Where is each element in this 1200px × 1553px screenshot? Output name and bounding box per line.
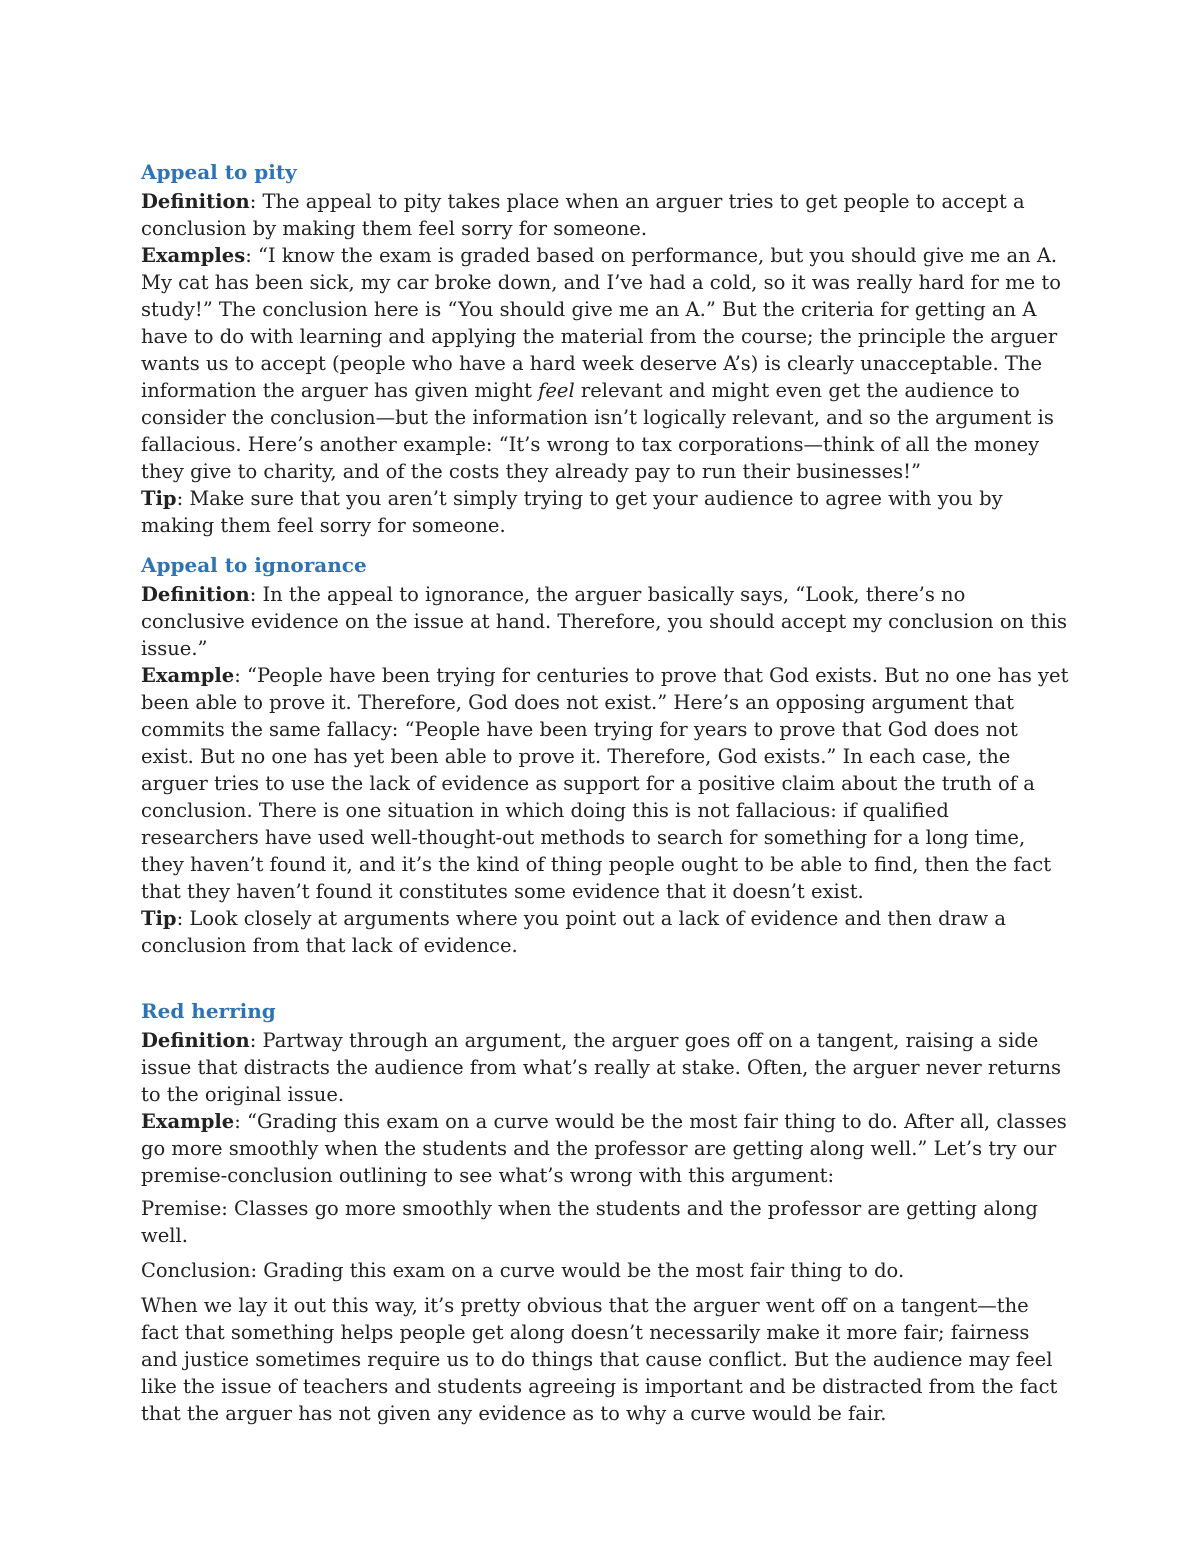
section-heading: Red herring [141,999,276,1023]
section-appeal-to-pity [141,158,1071,539]
definition-paragraph [141,188,1071,242]
definition-label: Definition [141,1029,250,1052]
tip-text: : Make sure that you aren’t simply trying to get your audience to agree with you by making them feel sorry for someone. [141,487,1003,537]
tip-paragraph [141,905,1071,959]
example-emphasis: feel [538,379,575,402]
section-heading: Appeal to pity [141,160,297,184]
definition-text: : The appeal to pity takes place when an arguer tries to get people to accept a conclusion by making them feel sorry for someone. [141,190,1025,240]
example-paragraph [141,242,1071,485]
example-text-continued: relevant and might even get the audience to consider the conclusion—but the information isn’t logically relevant, and so the argument is fallacious. Here’s another example: “It’s wrong to tax corporations—think of all the money they give to charity, and of the costs they already pay to run their businesses!” [141,379,1054,483]
tip-text: : Look closely at arguments where you point out a lack of evidence and then draw a conclusion from that lack of evidence. [141,907,1007,957]
definition-label: Definition [141,190,250,213]
section-spacer [141,959,1071,997]
example-text: : “I know the exam is graded based on performance, but you should give me an A. My cat has been sick, my car broke down, and I’ve had a cold, so it was really hard for me to study!” The conclusion here is “You should give me an A.” But the criteria for getting an A have to do with learning and applying the material from the course; the principle the arguer wants us to accept (people who have a hard week deserve A’s) is clearly unacceptable. The information the arguer has given might [141,244,1061,402]
section-spacer [141,539,1071,551]
definition-text: : In the appeal to ignorance, the arguer basically says, “Look, there’s no conclusive evidence on the issue at hand. Therefore, you should accept my conclusion on this issue.” [141,583,1067,660]
example-paragraph [141,1108,1071,1189]
example-text: : “People have been trying for centuries to prove that God exists. But no one has yet been able to prove it. Therefore, God does not exist.” Here’s an opposing argument that commits the same fallacy: “People have been trying for years to prove that God does not exist. But no one has yet been able to prove it. Therefore, God exists.” In each case, the arguer tries to use the lack of evidence as support for a positive claim about the truth of a conclusion. There is one situation in which doing this is not fallacious: if qualified researchers have used well-thought-out methods to search for something for a long time, they haven’t found it, and it’s the kind of thing people ought to be able to find, then the fact that they haven’t found it constitutes some evidence that it doesn’t exist. [141,664,1069,903]
closing-paragraph: When we lay it out this way, it’s pretty obvious that the arguer went off on a tangent—the fact that something helps people get along doesn’t necessarily make it more fair; fairness and justice sometimes require us to do things that cause conflict. But the audience may feel like the issue of teachers and students agreeing is important and be distracted from the fact that the arguer has not given any evidence as to why a curve would be fair. [141,1294,1058,1425]
conclusion-paragraph: Conclusion: Grading this exam on a curve would be the most fair thing to do. [141,1259,905,1282]
example-label: Example [141,1110,235,1133]
document-page [141,158,1071,1427]
section-appeal-to-ignorance [141,551,1071,959]
definition-label: Definition [141,583,250,606]
section-red-herring [141,997,1071,1427]
definition-paragraph [141,581,1071,662]
example-label: Examples [141,244,246,267]
tip-paragraph [141,485,1071,539]
tip-label: Tip [141,907,177,930]
section-heading: Appeal to ignorance [141,553,367,577]
tip-label: Tip [141,487,177,510]
definition-paragraph [141,1027,1071,1108]
definition-text: : Partway through an argument, the arguer goes off on a tangent, raising a side issue that distracts the audience from what’s really at stake. Often, the arguer never returns to the original issue. [141,1029,1062,1106]
premise-paragraph: Premise: Classes go more smoothly when the students and the professor are getting along well. [141,1197,1038,1247]
example-text: : “Grading this exam on a curve would be the most fair thing to do. After all, classes go more smoothly when the students and the professor are getting along well.” Let’s try our premise-conclusion outlining to see what’s wrong with this argument: [141,1110,1067,1187]
example-label: Example [141,664,235,687]
example-paragraph [141,662,1071,905]
